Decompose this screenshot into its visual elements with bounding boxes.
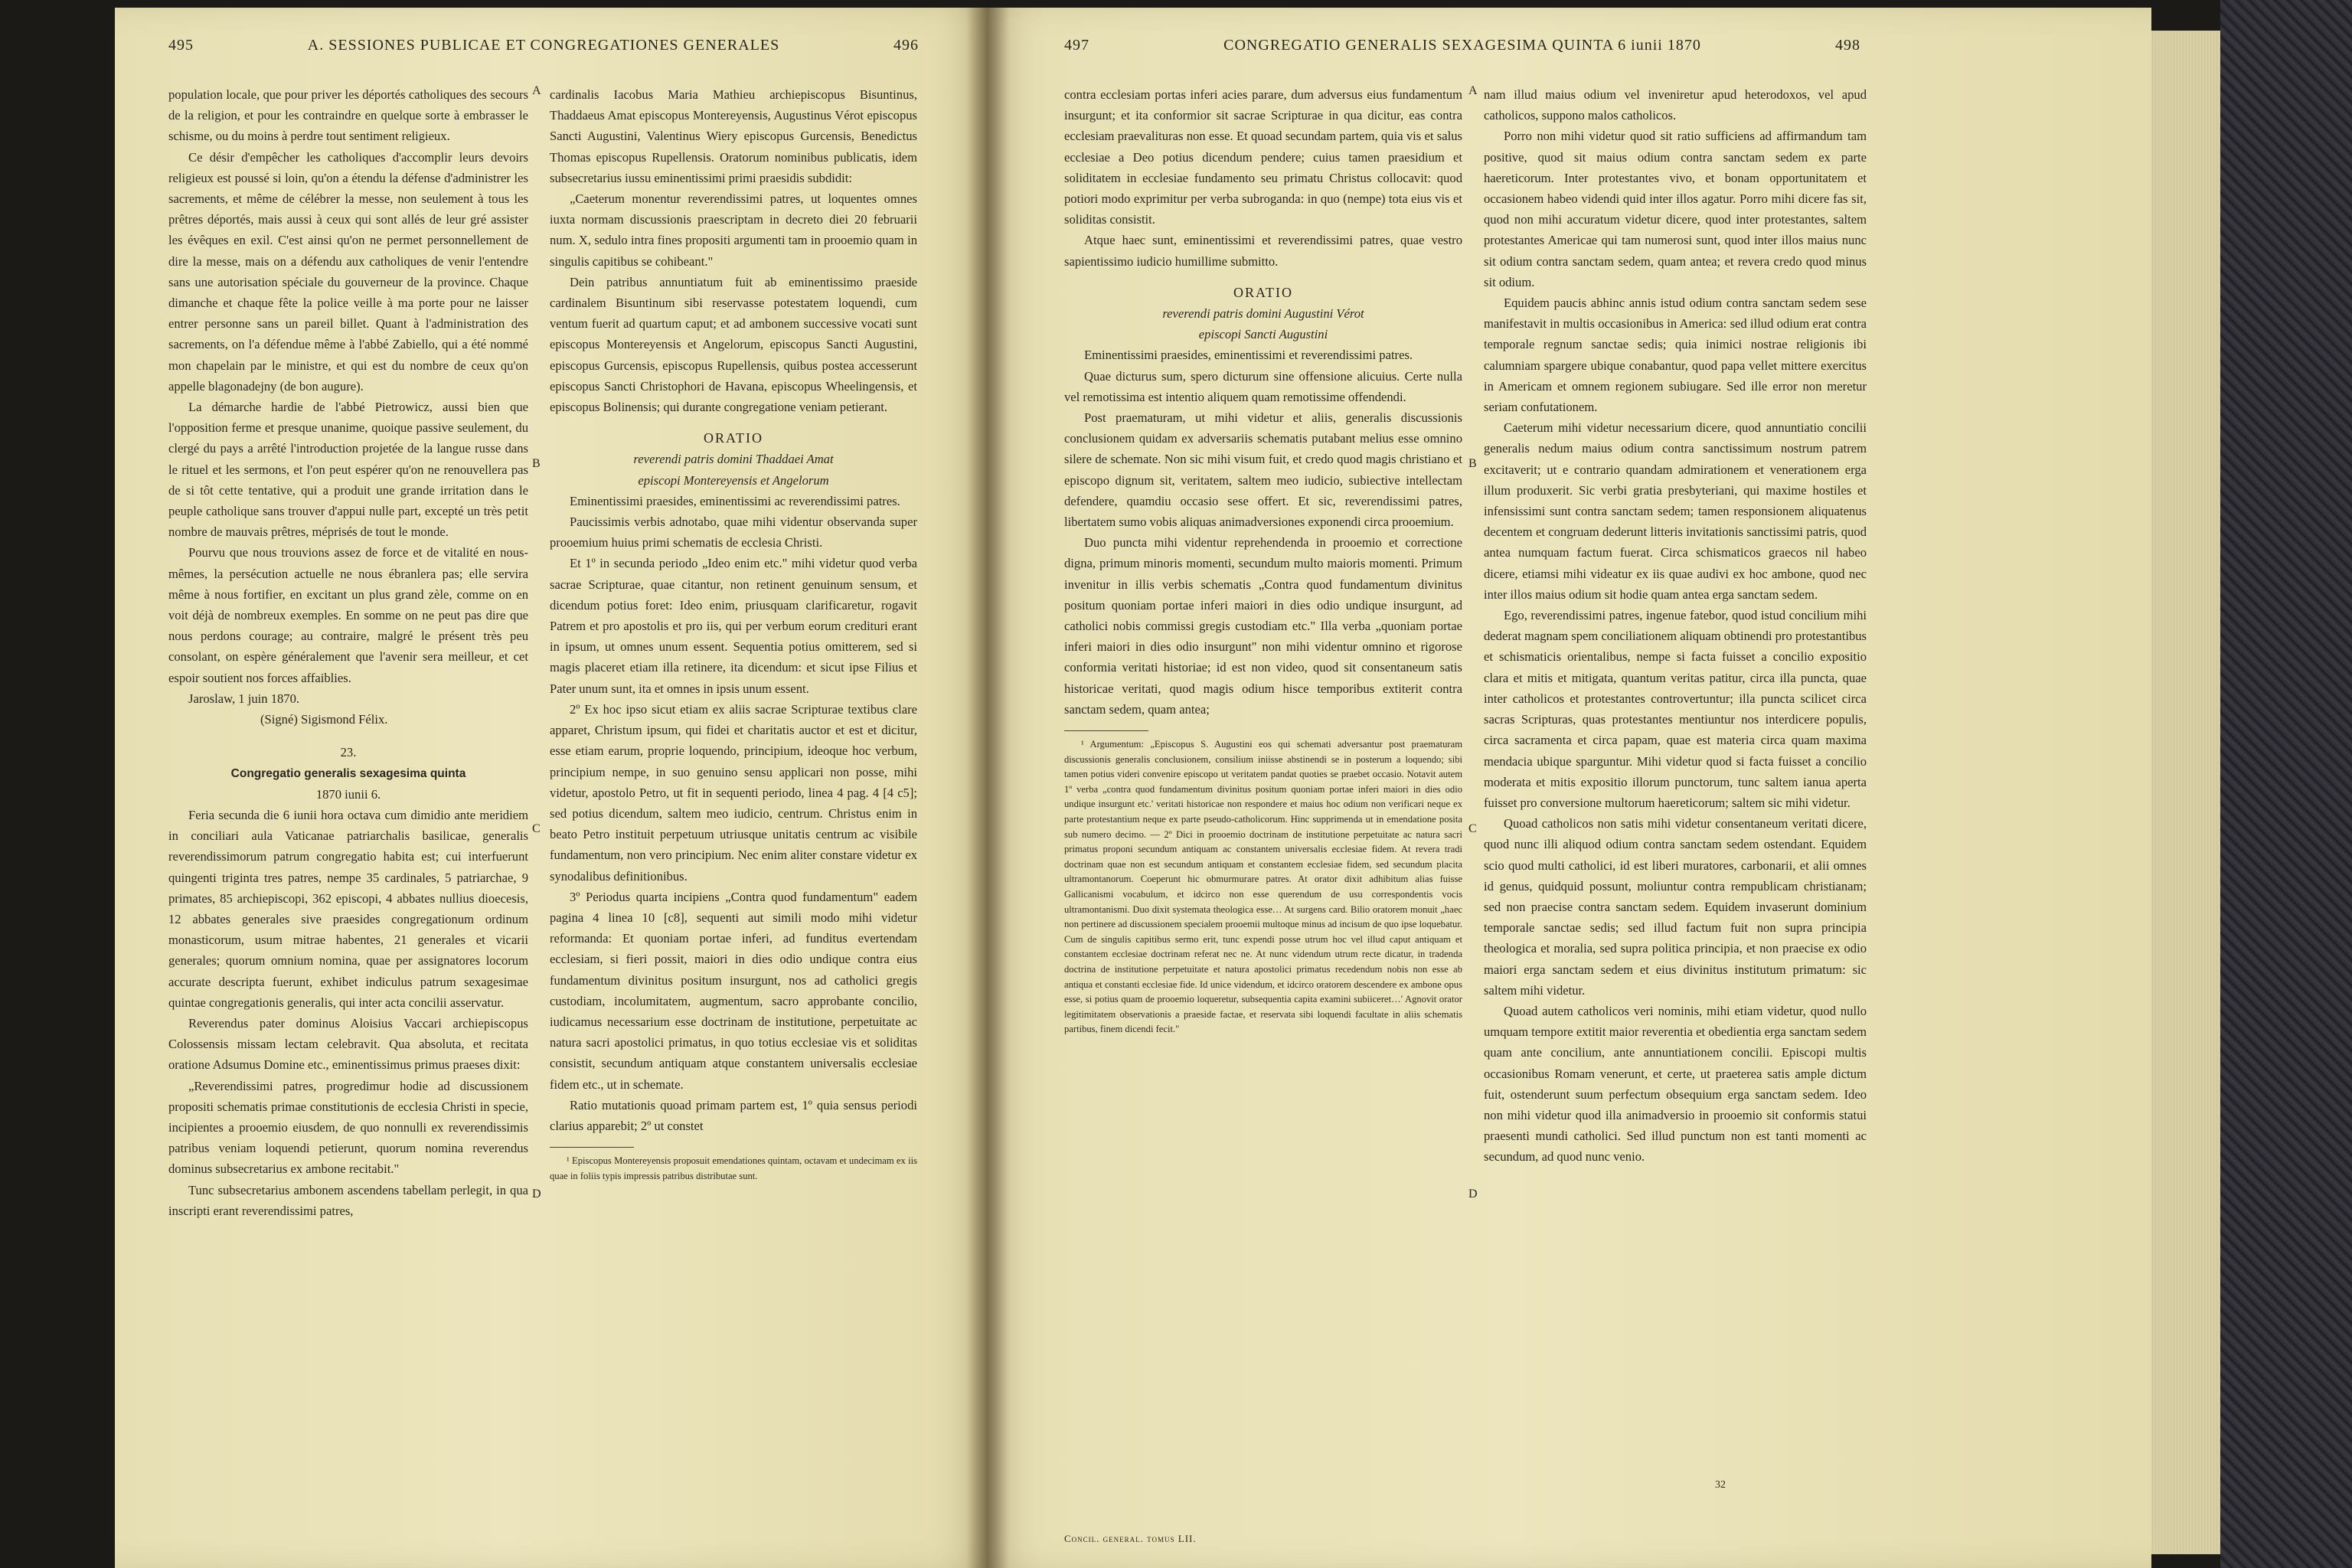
right-page — [988, 8, 2151, 1568]
page-number: 496 — [893, 37, 919, 54]
book-gutter — [966, 8, 1009, 1568]
oratio-subtitle: reverendi patris domini Thaddaei Amat — [633, 452, 834, 467]
margin-letter: B — [1468, 457, 1477, 470]
paragraph: Ce désir d'empêcher les catholiques d'accomplir leurs devoirs religieux est poussé si loin, qu'on a étendu la défense d'administrer les sacrements, et même de célébrer la messe, non seulement à tous les prêtres déportés, mais aussi à ceux qui sont allés de leur gré assister les évêques en exil. C'est ainsi qu'on ne permet personnellement de dire la messe, mais on a défendu aux catholiques de venir l'entendre sans une autorisation spéciale du gouverneur de la province. Chaque dimanche et chaque fête la police veille à ma porte pour ne laisser entrer personne sans un pareil billet. Quant à l'administration des sacrements, on l'a défendue même à l'abbé Zabiello, qui a été nommé mon chapelain par le ministre, et qui est du nombre de ceux qu'on appelle blagonadejny (de bon augure). — [168, 149, 528, 394]
paragraph: Pourvu que nous trouvions assez de force et de vitalité en nous-mêmes, la persécution actuelle ne nous ébranlera pas; elle servira même à nous fortifier, en excitant un plus grand zèle, comme on en voit déjà de nombreux exemples. En somme on ne peut pas dire que nous perdons courage; au contraire, malgré le présent très peu consolant, on espère généralement que l'avenir sera meilleur, et cet espoir soutient nos forces affaiblies. — [168, 545, 528, 685]
paragraph: Reverendus pater dominus Aloisius Vaccari archiepiscopus Colossensis missam lectam celebravit. Qua absoluta, et recitata oratione Adsumus Domine etc., eminentissimus primus praeses dixit: — [168, 1015, 528, 1073]
text-column — [1484, 84, 1867, 1168]
paragraph: Quoad autem catholicos veri nominis, mihi etiam videtur, quod nullo umquam tempore extitit maior reverentia et obedientia erga sanctam sedem quam ante concilium, ante annuntiationem concilii. Episcopi multis occasionibus Romam venerunt, et certe, ut praeterea satis ample dictum fuit, ostenderunt suum perfectum obsequium erga sanctam sedem. Ideo non mihi videtur quod illa animadversio in prooemio sit conformis statui praesenti mundi catholici. Sed illud punctum non est tanti momenti ac secundum, ad quod nunc venio. — [1484, 1003, 1867, 1165]
paragraph: 2º Ex hoc ipso sicut etiam ex aliis sacrae Scripturae textibus clare apparet, Christum ipsum, qui fidei et charitatis auctor et est et dicitur, esse etiam earum, proprie loquendo, principium, ideoque hoc verbum, principium nempe, in suo genuino sensu applicari non posse, mihi videtur, apostolo Petro, ut fit in sequenti periodo, linea 4 pag. 4 [4 c5]; sed potius dicendum, saltem meo iudicio, centrum. Christus enim in beato Petro instituit perpetuum utriusque unitatis centrum ac visibile fundamentum, non vero principium. Nec enim aliter constare videtur ex synodalibus definitionibus. — [550, 701, 917, 884]
running-header-left — [168, 37, 919, 67]
margin-letter: A — [1468, 84, 1478, 97]
paragraph: Eminentissimi praesides, eminentissimi ac reverendissimi patres. — [570, 493, 900, 508]
paragraph: Post praematuram, ut mihi videtur et aliis, generalis discussionis conclusionem quidam ex adversariis schematis putabant melius esse omnino silere de schemate. Non sic mihi visum fuit, et credo quod magis christiano et episcopo dignum sit, veritatem, saltem meo iudicio, subiective intellectam defendere, quamdiu occasio sese offert. Et sic, reverendissimi patres, libertatem sumo vobis aliquas animadversiones exponendi circa prooemium. — [1064, 410, 1462, 530]
paragraph: „Caeterum monentur reverendissimi patres, ut loquentes omnes iuxta normam discussionis praescriptam in decreto diei 20 februarii num. X, sedulo intra fines propositi argumenti tam in prooemio quam in singulis capitibus se cohibeant." — [550, 191, 917, 269]
left-page — [115, 8, 988, 1568]
page-number: 498 — [1835, 37, 1860, 54]
oratio-subtitle: episcopi Sancti Augustini — [1198, 327, 1328, 342]
paragraph: Eminentissimi praesides, eminentissimi et reverendissimi patres. — [1084, 348, 1413, 363]
paragraph: Duo puncta mihi videntur reprehendenda in prooemio et correctione digna, primum minoris momenti, secundum multo maioris momenti. Primum invenitur in illis verbis schematis „Contra quod fundamentum divinitus positum quoniam portae inferi maiori in dies odio undique insurgunt, ad catholici nobis commissi gregis custodiam etc." Illa verba „quoniam portae inferi maiori in dies odio insurgunt" non mihi videntur omnino et rigorose conformia veritati historiae; id est non video, quod sit consentaneum satis historicae veritati, quod magis odium hisce temporibus extiterit contra sanctam sedem, quam antea; — [1064, 535, 1462, 717]
paragraph: Porro non mihi videtur quod sit ratio sufficiens ad affirmandum tam positive, quod sit maius odium contra sanctam sedem ex parte haereticorum. Inter protestantes vivo, et bonam opportunitatem et occasionem habeo videndi quid inter illos agatur. Porro mihi dicere fas sit, quod non mihi accuratum videtur dicere, quod inter protestantes, saltem protestantes Americae qui tam numerosi sunt, quod inter illos maius nunc sit odium contra sanctam sedem, quam antea; et revera credo quod minus sit odium. — [1484, 129, 1867, 289]
paragraph: Quae dicturus sum, spero dicturum sine offensione alicuius. Certe nulla vel remotissima est intentio aliquem quam remotissime offendendi. — [1064, 368, 1462, 404]
paragraph: Feria secunda die 6 iunii hora octava cum dimidio ante meridiem in conciliari aula Vaticanae patriarchalis basilicae, generalis reverendissimorum patrum congregatio habita est; cui interfuerunt quingenti triginta tres patres, nempe 35 cardinales, 5 patriarchae, 9 primates, 85 archiepiscopi, 362 episcopi, 4 abbates nullius dioecesis, 12 abbates generales sive praesides congregationum ordinum monasticorum, usum mitrae habentes, 21 generales et vicarii generales; quorum omnium nomina, quae per assignatores locorum accurate descripta fuerunt, exhibet indiculus patrum sexagesimae quintae congregationis generalis, qui inter acta concilii asservatur. — [168, 807, 528, 1010]
background-fabric — [2220, 0, 2352, 1568]
oratio-subtitle: episcopi Montereyensis et Angelorum — [638, 472, 829, 488]
text-column — [168, 84, 528, 1221]
page-number: 495 — [168, 37, 194, 54]
paragraph: population locale, que pour priver les déportés catholiques des secours de la religion, et pour les contraindre en quelque sorte à embrasser le schisme, ou du moins à perdre tout sentiment religieux. — [168, 87, 528, 144]
paragraph: Ego, reverendissimi patres, ingenue fatebor, quod istud concilium mihi dederat magnam spem conciliationem aliquam obtinendi pro protestantibus et schismaticis orientalibus, nempe si facta fuisset a concilio expositio clara et mitis et mitigata, quantum veritas patitur, circa illa puncta, quae inter catholicos et protestantes controvertuntur; illa puncta scilicet circa sacras Scripturas, quas protestantes mentiuntur nos interdicere populis, circa sacramenta et circa papam, quae est materia circa quam maxima mendacia ubique sparguntur. Mihi videtur quod si facta fuisset a concilio moderata et mitis expositio illorum punctorum, tunc saltem ianua aperta fuisset pro conversione multorum haereticorum; saltem sic mihi videtur. — [1484, 608, 1867, 810]
signature: (Signé) Sigismond Félix. — [260, 712, 388, 727]
running-header-right — [1064, 37, 1860, 67]
text-column — [550, 84, 917, 1184]
paragraph: Caeterum mihi videtur necessarium dicere, quod annuntiatio concilii generalis nedum maius odium contra sanctissimum nostrum patrem excitaverit; ut e contrario quandam admirationem et venerationem erga illum produxerit. Sic verbi gratia presbyteriani, qui maxime hostiles et infensissimi sunt contra sanctam sedem; tamen responsionem aliquatenus decentem et congruam dederunt litteris invitationis sanctissimi patris, quod antea numquam factum fuerat. Circa schismaticos graecos nil habeo dicere, etiamsi mihi videatur ex iis quae audivi ex hoc ambone, quod nec inter illos maius odium sit hodie quam antea erga sanctam sedem. — [1484, 420, 1867, 602]
section-date: 1870 iunii 6. — [315, 786, 381, 802]
oratio-title: ORATIO — [704, 430, 763, 446]
paragraph: Et 1º in secunda periodo „Ideo enim etc." mihi videtur quod verba sacrae Scripturae, quae citantur, non retinent genuinum sensum, et dicendum potius foret: Ideo enim, priusquam clarificaretur, rogavit Patrem et pro apostolis et pro iis, qui per verbum eorum credituri erant in ipsum, ut omnes unum essent. Sequentia potius omitterem, sed si magis placeret etiam illa retinere, ita dicendum: et sicut ipse Filius et Pater unum sunt, ita et omnes in ipsis unum essent. — [550, 556, 917, 696]
margin-letter: B — [532, 457, 541, 470]
margin-letter: D — [1468, 1187, 1478, 1200]
paragraph: nam illud maius odium vel inveniretur apud heterodoxos, vel apud catholicos, suppono malos catholicos. — [1484, 87, 1867, 123]
footnote-rule — [1064, 730, 1148, 731]
page-edges — [2151, 31, 2220, 1554]
footnote-rule — [550, 1147, 634, 1148]
paragraph: Paucissimis verbis adnotabo, quae mihi videntur observanda super prooemium huius primi schematis de ecclesia Christi. — [550, 514, 917, 550]
oratio-subtitle: reverendi patris domini Augustini Vérot — [1162, 306, 1364, 322]
paragraph: contra ecclesiam portas inferi acies parare, dum adversus eius fundamentum insurgunt; et ita conformior sit sacrae Scripturae in qua dicitur, eas contra ecclesiam praevalituras non esse. Et quoad secundam partem, quia vis et salus ecclesiae a Deo potius dicendum pendere; cuius tamen praesidium et soliditatem in ecclesiae fundamento seu primatu Christus collocavit: quod potiori modo exprimitur per verba subroganda: in quo (nempe) tota eius vis et soliditas consistit. — [1064, 87, 1462, 227]
margin-letter: D — [532, 1187, 541, 1200]
page-number: 497 — [1064, 37, 1089, 54]
place-date: Jaroslaw, 1 juin 1870. — [188, 691, 300, 706]
margin-letter: C — [1468, 822, 1477, 835]
section-title: Congregatio generalis sexagesima quinta — [230, 766, 466, 780]
paragraph: Ratio mutationis quoad primam partem est, 1º quia sensus periodi clarius apparebit; 2º ut constet — [550, 1097, 917, 1133]
paragraph: 3º Periodus quarta incipiens „Contra quod fundamentum" eadem pagina 4 linea 10 [c8], sequenti aut simili modo mihi videtur reformanda: Et quoniam portae inferi, ad funditus evertendam ecclesiam, si fieri possit, maiori in dies odio undique contra eius fundamentum divinitus positum insurgunt, nos ad catholici gregis custodiam, incolumitatem, augmentum, sacro approbante concilio, iudicamus necessarium esse doctrinam de institutione, perpetuitate ac natura sacri apostolici primatus, in quo totius ecclesiae vis et soliditas consistit, secundum antiquam atque constantem universalis ecclesiae fidem etc., ut in schemate. — [550, 889, 917, 1092]
paragraph: „Reverendissimi patres, progredimur hodie ad discussionem propositi schematis primae constitutionis de ecclesia Christi in specie, incipientes a prooemio eiusdem, de quo nonnulli ex reverendissimis patribus veniam loquendi petierunt, quorum nomina reverendus dominus subsecretarius ex ambone recitabit." — [168, 1078, 528, 1177]
paragraph: La démarche hardie de l'abbé Pietrowicz, aussi bien que l'opposition ferme et presque unanime, quoique passive seulement, du clergé du pays a arrêté l'introduction projetée de la langue russe dans le rituel et les sermons, et l'on peut espérer qu'on ne renouvellera pas de si tôt cette tentative, qui a produit une grande irritation dans le peuple catholique sans trouver d'appui nulle part, excepté un très petit nombre de mauvais prêtres, méprisés de tout le monde. — [168, 400, 528, 540]
signature-number: 32 — [1715, 1479, 1726, 1491]
margin-letter: C — [532, 822, 541, 835]
paragraph: Dein patribus annuntiatum fuit ab eminentissimo praeside cardinalem Bisuntinum sibi reservasse potestatem loquendi, cum ventum fuerit ad quartum caput; et ad ambonem successive vocati sunt episcopus Montereyensis et Angelorum, episcopus Sancti Augustini, episcopus Gurcensis, episcopus Rupellensis, quibus postea accesserunt episcopus Sancti Christophori de Havana, episcopus Wheelingensis, et episcopus Bolinensis; qui durante congregatione veniam petierant. — [550, 274, 917, 415]
running-head-title: A. SESSIONES PUBLICAE ET CONGREGATIONES GENERALES — [307, 37, 780, 54]
section-number: 23. — [340, 745, 357, 760]
volume-signature: Concil. general. tomus LII. — [1064, 1533, 1197, 1544]
margin-letter: A — [532, 84, 541, 97]
footnote: ¹ Argumentum: „Episcopus S. Augustini eos qui schemati adversantur post praematuram discussionis generalis conclusionem, consilium iniisse abstinendi se in posterum a loquendo; sibi tamen potius videri convenire episcopo ut veritatem pandat quoties se praebet occasio. Notavit autem 1º verba „contra quod fundamentum divinitus positum quoniam portae inferi maiori in dies odio undique insurgunt etc.' veritati historicae non respondere et maius hoc odium non verificari neque ex parte protestantium neque ex parte pseudo-catholicorum. Hinc supprimenda ut in emendatione posita sub numero decimo. — 2º Dici in prooemio doctrinam de institutione perpetuitate ac natura sacri primatus proponi secundum antiquam ac constantem universalis ecclesiae fidem. At revera tradi doctrinam quae non est secundum antiquam et constantem ecclesiae fidem, sed secundum placita ultramontanorum. Coeperunt hic obmurmurare patres. At orator dixit adhibitum alias fuisse Gallicanismi vocabulum, et idcirco non esse querendum de usu correspondentis vocis ultramontanismi. Duo dixit systemata theologica esse… At surgens card. Bilio oratorem monuit „haec non pertinere ad discussionem specialem prooemii multoque minus ad incisum de quo ipse loquebatur. Cum de singulis capitibus sermo erit, tunc expendi posse utrum hoc vel illud caput antiquam et constantem ecclesiae doctrinam referat nec ne. At nunc videndum utrum recte dicatur, in tradenda doctrina de institutione perpetuitate et natura apostolici primatus recedendum nobis non esse ab antiqua et constanti ecclesiae fide. Id unice videndum, et idcirco oratorem descendere ex ambone opus esse, si potius quam de prooemio loqueretur, subsequentia capita examini subiiceret…' Agnovit orator legitimitatem observationis a praeside factae, et reservata sibi loquendi facultate in aliis schematis partibus, finem dicendi fecit." — [1064, 739, 1462, 1035]
paragraph: Equidem paucis abhinc annis istud odium contra sanctam sedem sese manifestavit in multis occasionibus in America: sed illud odium erat contra temporale regnum sanctae sedis; quia inimici nostrae religionis ibi calumniam spargere ubique conabantur, quod papa vellet mittere exercitus in Americam et omnem regionem subiugare. Sed ille error non meretur seriam confutationem. — [1484, 296, 1867, 415]
running-head-title: CONGREGATIO GENERALIS SEXAGESIMA QUINTA 6 iunii 1870 — [1223, 37, 1701, 54]
paragraph: Tunc subsecretarius ambonem ascendens tabellam perlegit, in qua inscripti erant reverendissimi patres, — [168, 1182, 528, 1218]
paragraph: Atque haec sunt, eminentissimi et reverendissimi patres, quae vestro sapientissimo iudicio humillime submitto. — [1064, 233, 1462, 269]
paragraph: cardinalis Iacobus Maria Mathieu archiepiscopus Bisuntinus, Thaddaeus Amat episcopus Montereyensis, Augustinus Vérot episcopus Sancti Augustini, Valentinus Wiery episcopus Gurcensis, Benedictus Thomas episcopus Rupellensis. Oratorum nominibus publicatis, idem subsecretarius iussu eminentissimi primi praesidis subdidit: — [550, 87, 917, 185]
footnote: ¹ Episcopus Montereyensis proposuit emendationes quintam, octavam et undecimam ex iis quae in foliis typis impressis patribus distributae sunt. — [550, 1155, 917, 1181]
paragraph: Quoad catholicos non satis mihi videtur consentaneum veritati dicere, quod nunc illi aliquod odium contra sanctam sedem ostendant. Equidem scio quod multi catholici, id est liberi muratores, carbonarii, et alii omnes id genus, quidquid possunt, moliuntur contra rempublicam christianam; sed non praecise contra sanctam sedem. Equidem invaserunt dominium temporale sanctae sedis; sed illud factum fuit non supra principia theologica et moralia, sed supra politica principia, et non praecise ex odio maiori erga sanctam sedem et eius divinitus institutum primatum: sic saltem mihi videtur. — [1484, 816, 1867, 998]
oratio-title: ORATIO — [1233, 284, 1293, 300]
text-column — [1064, 84, 1462, 1037]
